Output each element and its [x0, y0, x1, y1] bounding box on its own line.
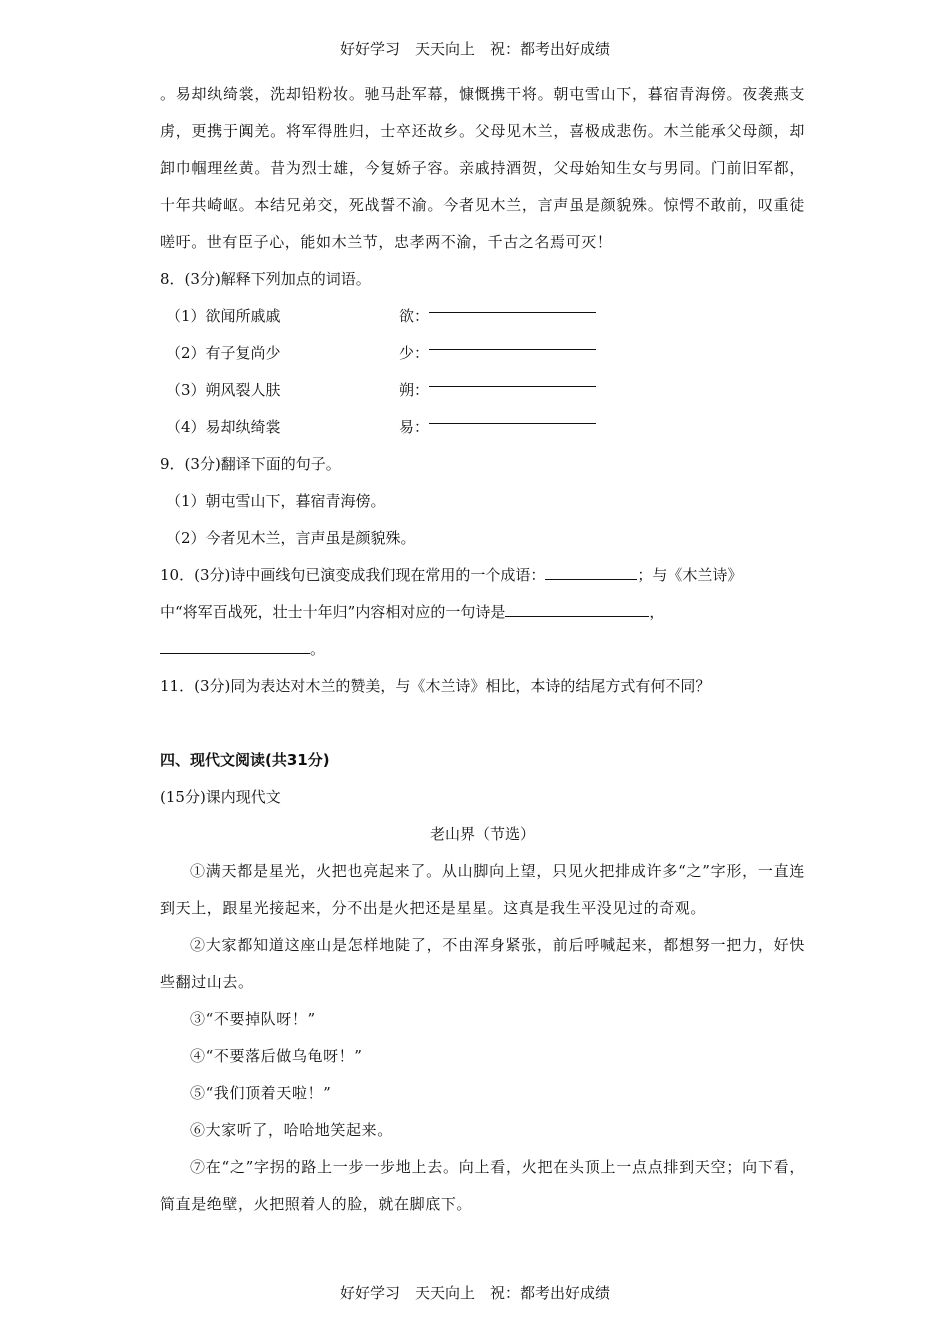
article-title: 老山界（节选）: [429, 825, 535, 843]
q9-stem: 9．(3分)翻译下面的句子。: [160, 455, 341, 473]
article-paragraph: ⑦在“之”字拐的路上一步一步地上去。向上看，火把在头顶上一点点排到天空；向下看，简直是绝壁，火把照着人的脸，就在脚底下。: [160, 1158, 805, 1213]
q11-stem: 11．(3分)同为表达对木兰的赞美，与《木兰诗》相比，本诗的结尾方式有何不同？: [160, 677, 711, 695]
q10-text: 10．(3分)诗中画线句已演变成我们现在常用的一个成语：: [160, 566, 546, 584]
answer-blank[interactable]: [429, 335, 596, 350]
q8-item: [160, 298, 805, 335]
answer-blank[interactable]: [160, 639, 310, 654]
q10-line-2: [160, 594, 805, 631]
q10-line-1: [160, 557, 805, 594]
q8-item: [160, 335, 805, 372]
q8-phrase: （4）易却纨绮裳: [166, 418, 281, 436]
article-paragraph: ②大家都知道这座山是怎样地陡了，不由浑身紧张，前后呼喊起来，都想努一把力，好快些翻过山去。: [160, 936, 805, 991]
q8-label: 少：: [399, 344, 430, 362]
page-footer: 好好学习 天天向上 祝：都考出好成绩: [339, 1284, 610, 1302]
poem-text: 。易却纨绮裳，洗却铅粉妆。驰马赴军幕，慷慨携干将。朝屯雪山下，暮宿青海傍。夜袭燕支虏，更携于阗羌。将军得胜归，士卒还故乡。父母见木兰，喜极成悲伤。木兰能承父母颜，却卸巾帼理丝黄。昔为烈士雄，今复娇子容。亲戚持酒贺，父母始知生女与男同。门前旧军都，十年共崎岖。本结兄弟交，死战誓不渝。今者见木兰，言声虽是颜貌殊。惊愕不敢前，叹重徒嗟吁。世有臣子心，能如木兰节，忠孝两不渝，千古之名焉可灭！: [160, 85, 805, 251]
answer-blank[interactable]: [545, 565, 637, 580]
q9-item: （2）今者见木兰，言声虽是颜貌殊。: [166, 529, 416, 547]
page-header: 好好学习 天天向上 祝：都考出好成绩: [339, 40, 610, 58]
q8-phrase: （3）朔风裂人肤: [166, 381, 281, 399]
subsection-label: (15分)课内现代文: [160, 788, 281, 806]
q8-item: [160, 372, 805, 409]
article-paragraph: ④“不要落后做乌龟呀！”: [190, 1047, 363, 1065]
answer-blank[interactable]: [505, 602, 649, 617]
q10-text: 中“将军百战死，壮士十年归”内容相对应的一句诗是: [160, 603, 506, 621]
answer-blank[interactable]: [429, 409, 596, 424]
article-paragraph: ⑤“我们顶着天啦！”: [190, 1084, 332, 1102]
article-paragraph: ①满天都是星光，火把也亮起来了。从山脚向上望，只见火把排成许多“之”字形，一直连到天上，跟星光接起来，分不出是火把还是星星。这真是我生平没见过的奇观。: [160, 862, 805, 917]
q8-phrase: （2）有子复尚少: [166, 344, 281, 362]
article-paragraph: ⑥大家听了，哈哈地笑起来。: [190, 1121, 393, 1139]
article-paragraph: ③“不要掉队呀！”: [190, 1010, 316, 1028]
answer-space[interactable]: [160, 705, 805, 742]
q8-label: 朔：: [399, 381, 430, 399]
page-content: [160, 76, 805, 1223]
q8-stem: 8．(3分)解释下列加点的词语。: [160, 270, 371, 288]
q9-item: （1）朝屯雪山下，暮宿青海傍。: [166, 492, 386, 510]
q10-text: ；与《木兰诗》: [637, 566, 743, 584]
q8-phrase: （1）欲闻所戚戚: [166, 307, 281, 325]
answer-blank[interactable]: [429, 372, 596, 387]
q10-text: ，: [649, 603, 665, 621]
q10-line-3: [160, 631, 805, 668]
section-heading: 四、现代文阅读(共31分): [160, 751, 330, 769]
q8-label: 欲：: [399, 307, 430, 325]
q8-item: [160, 409, 805, 446]
q8-label: 易：: [399, 418, 430, 436]
q10-text: 。: [310, 640, 326, 658]
answer-blank[interactable]: [429, 298, 596, 313]
